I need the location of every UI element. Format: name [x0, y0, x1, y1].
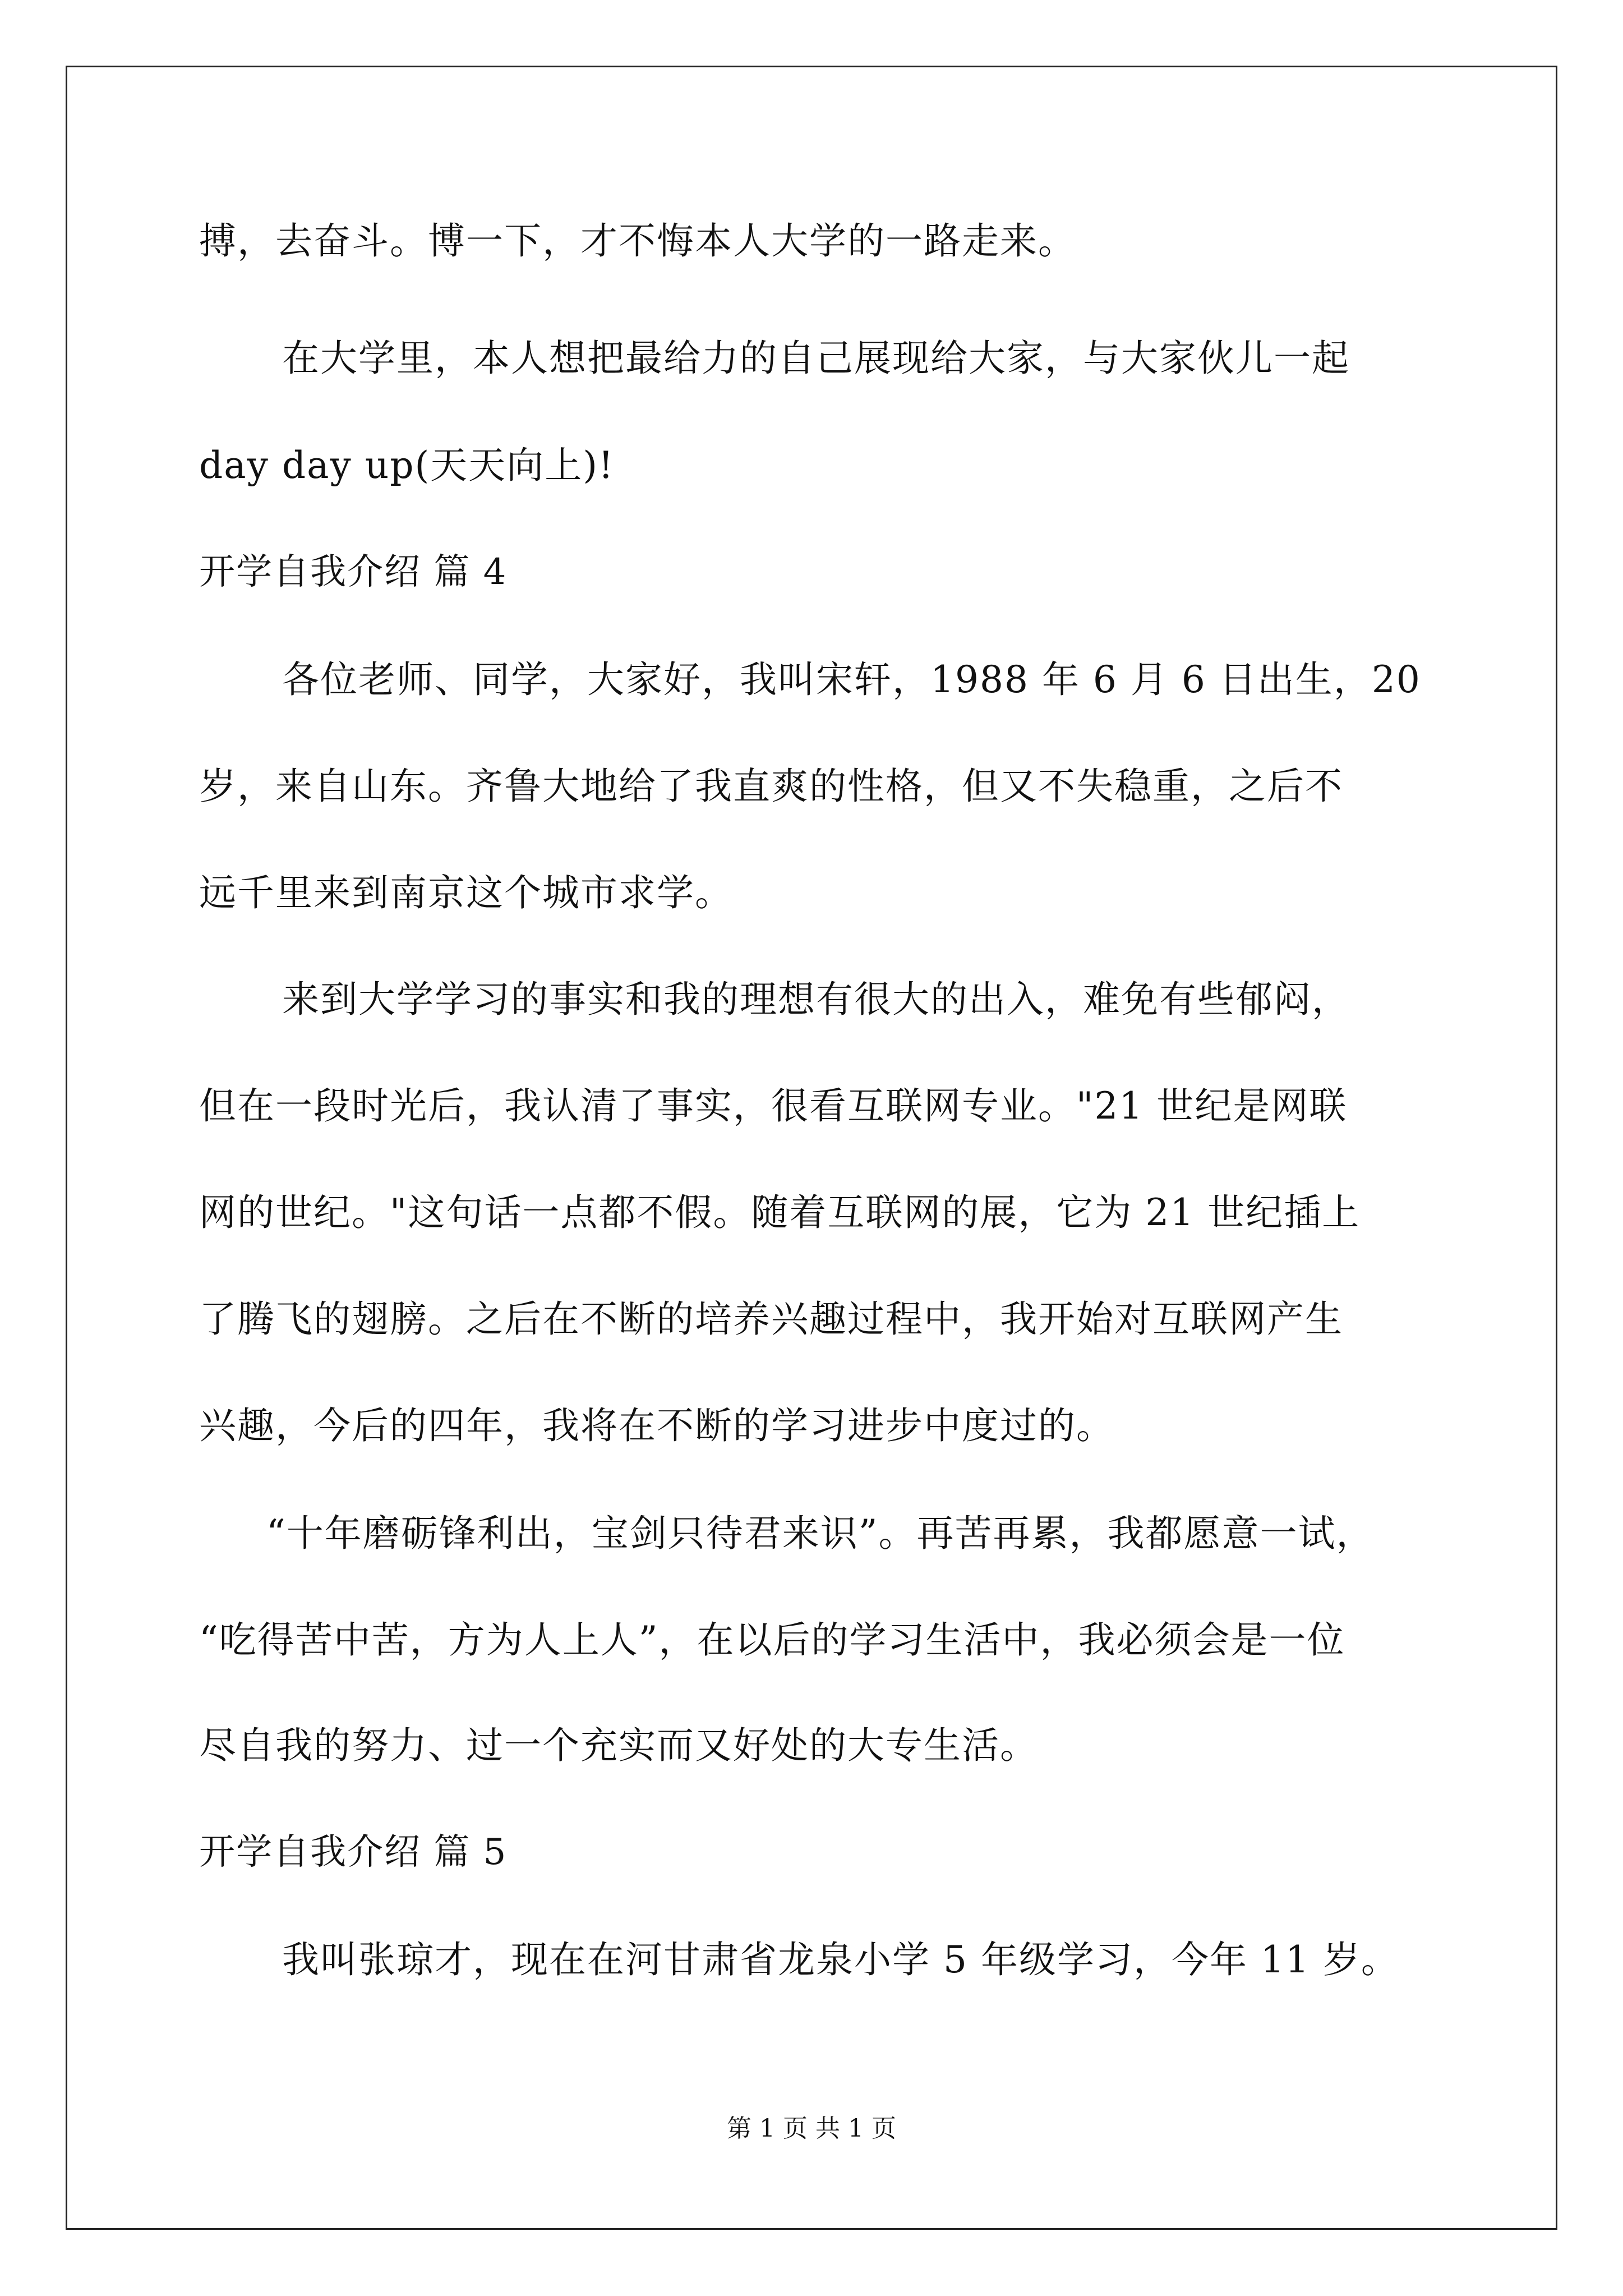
- paragraph-line: 在大学里，本人想把最给力的自己展现给大家，与大家伙儿一起: [282, 337, 1350, 380]
- paragraph-line: 网的世纪。"这句话一点都不假。随着互联网的展，它为 21 世纪插上: [199, 1191, 1361, 1234]
- section-heading: 开学自我介绍 篇 5: [199, 1832, 508, 1873]
- page-border: [66, 66, 1557, 2230]
- paragraph-line: 来到大学学习的事实和我的理想有很大的出入，难免有些郁闷，: [282, 978, 1350, 1021]
- paragraph-line: 我叫张琼才，现在在河甘肃省龙泉小学 5 年级学习，今年 11 岁。: [282, 1938, 1399, 1981]
- section-heading: 开学自我介绍 篇 4: [199, 551, 508, 593]
- paragraph-line: 岁，来自山东。齐鲁大地给了我直爽的性格，但又不失稳重，之后不: [199, 765, 1343, 808]
- paragraph-line: 兴趣，今后的四年，我将在不断的学习进步中度过的。: [199, 1404, 1114, 1447]
- paragraph-line: 但在一段时光后，我认清了事实，很看互联网专业。"21 世纪是网联: [199, 1084, 1348, 1128]
- page-footer: 第 1 页 共 1 页: [727, 2114, 896, 2143]
- paragraph-line: “吃得苦中苦，方为人上人”，在以后的学习生活中，我必须会是一位: [199, 1618, 1345, 1662]
- paragraph-line: 了腾飞的翅膀。之后在不断的培养兴趣过程中，我开始对互联网产生: [199, 1297, 1343, 1341]
- paragraph-line: 尽自我的努力、过一个充实而又好处的大专生活。: [199, 1724, 1038, 1767]
- paragraph-line: 远千里来到南京这个城市求学。: [199, 871, 733, 914]
- paragraph-line: day day up(天天向上)!: [199, 444, 615, 487]
- paragraph-line: 搏，去奋斗。博一下，才不悔本人大学的一路走来。: [199, 219, 1076, 263]
- paragraph-line: “十年磨砺锋利出，宝剑只待君来识”。再苦再累，我都愿意一试，: [266, 1512, 1375, 1555]
- paragraph-line: 各位老师、同学，大家好，我叫宋轩，1988 年 6 月 6 日出生，20: [282, 658, 1421, 701]
